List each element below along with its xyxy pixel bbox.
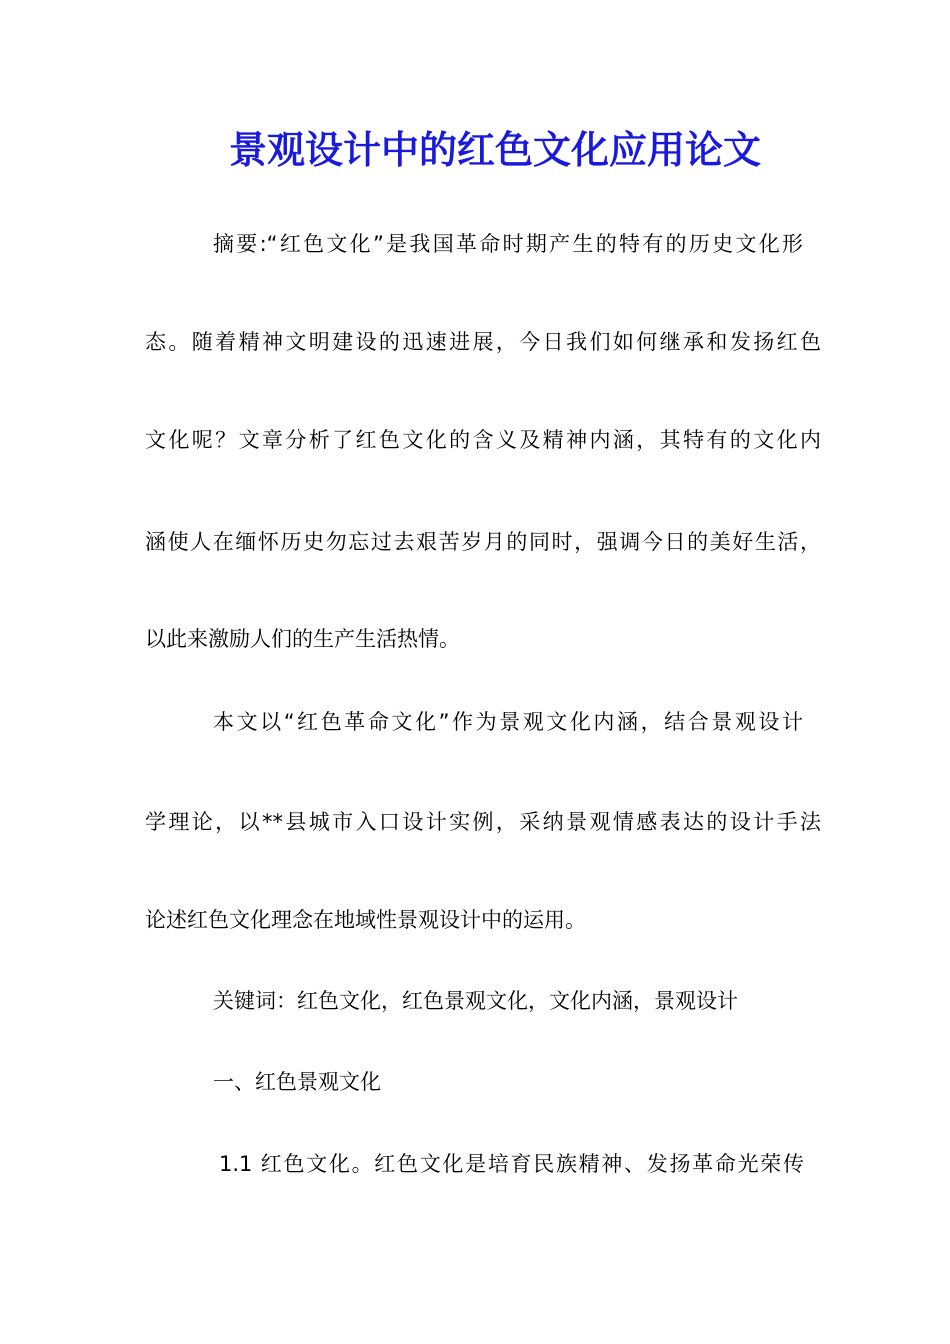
paragraph2-line-2: 学理论，以**县城市入口设计实例，采纳景观情感表达的设计手法 — [145, 810, 821, 834]
section-heading-1: 一、红色景观文化 — [213, 1070, 381, 1094]
section-1-1-line-1: 1.1 红色文化。红色文化是培育民族精神、发扬革命光荣传 — [219, 1152, 804, 1176]
abstract-line-4: 涵使人在缅怀历史勿忘过去艰苦岁月的同时，强调今日的美好生活， — [145, 530, 821, 554]
abstract-line-1: 摘要:“红色文化”是我国革命时期产生的特有的历史文化形 — [213, 232, 803, 256]
paragraph2-line-3: 论述红色文化理念在地域性景观设计中的运用。 — [145, 908, 586, 932]
document-title: 景观设计中的红色文化应用论文 — [228, 127, 761, 172]
abstract-line-2: 态。随着精神文明建设的迅速进展，今日我们如何继承和发扬红色 — [145, 330, 821, 354]
paragraph2-line-1: 本文以“红色革命文化”作为景观文化内涵，结合景观设计 — [213, 710, 803, 734]
abstract-line-3: 文化呢？文章分析了红色文化的含义及精神内涵，其特有的文化内 — [145, 428, 821, 452]
abstract-line-5: 以此来激励人们的生产生活热情。 — [145, 627, 460, 651]
keywords-line: 关键词：红色文化，红色景观文化，文化内涵，景观设计 — [213, 989, 738, 1013]
